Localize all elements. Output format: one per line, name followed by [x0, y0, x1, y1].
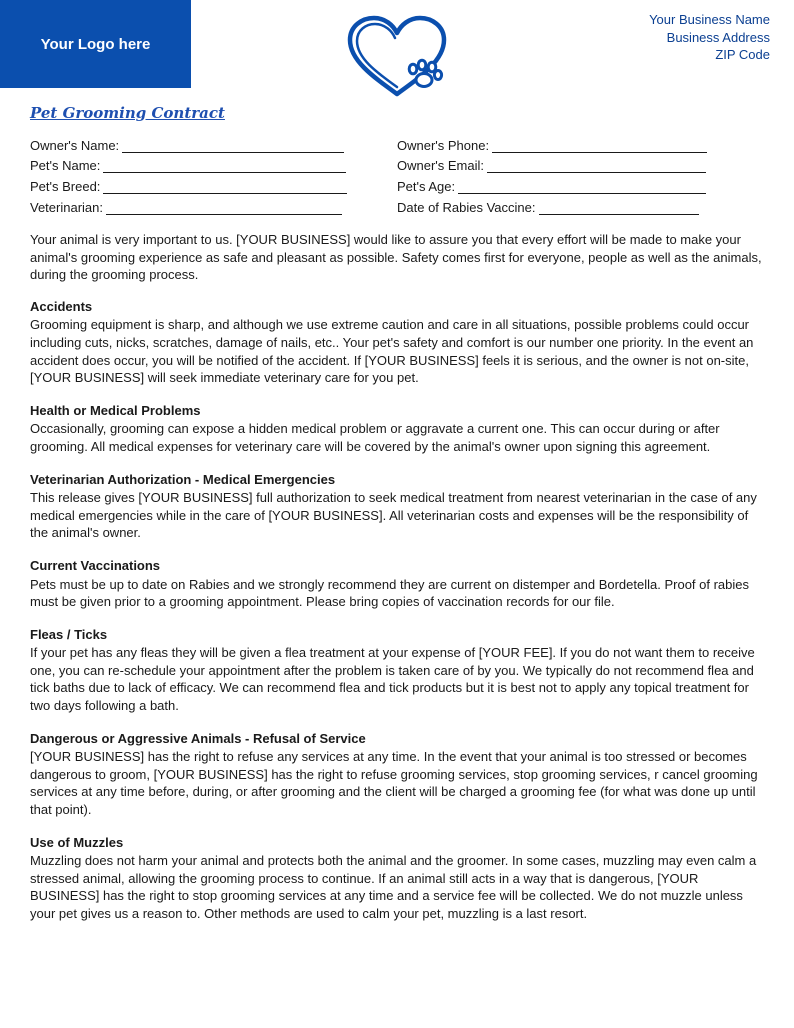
field-label: Owner's Phone: [397, 137, 490, 153]
section-heading: Veterinarian Authorization - Medical Emergencies [30, 471, 336, 487]
fields-right [397, 132, 707, 215]
blank-line[interactable] [103, 158, 346, 173]
owner-email-field[interactable] [397, 153, 707, 174]
veterinarian-field[interactable] [30, 194, 347, 215]
rabies-vaccine-date-field[interactable] [397, 194, 707, 215]
section-body: [YOUR BUSINESS] has the right to refuse any services at any time. In the event that your animal is too stressed or becomes dangerous to groom, [YOUR BUSINESS] has the right to refuse grooming services, stop grooming services, r cancel grooming services at any time before, during, or after grooming and the client will be charged a grooming fee (for what was done up until that point). [30, 749, 758, 818]
pet-breed-field[interactable] [30, 173, 347, 194]
contract-body [30, 231, 766, 938]
section-heading: Fleas / Ticks [30, 626, 108, 642]
section-heading: Current Vaccinations [30, 557, 161, 573]
business-name: Your Business Name [649, 12, 770, 27]
section-heading: Accidents [30, 298, 93, 314]
section-heading: Use of Muzzles [30, 834, 124, 850]
blank-line[interactable] [539, 200, 699, 215]
owner-phone-field[interactable] [397, 132, 707, 153]
field-label: Date of Rabies Vaccine: [397, 199, 536, 215]
section-aggressive-animals [30, 730, 766, 819]
field-label: Pet's Breed: [30, 179, 101, 195]
owner-name-field[interactable] [30, 132, 347, 153]
section-body: Grooming equipment is sharp, and although we use extreme caution and care in all situations, possible problems could occur including cuts, nicks, scratches, damage of nails, etc.. Your pet's safety and comfort is our number one priority. In the event an accident does occur, you will be notified of the accident. If [YOUR BUSINESS] feels it is serious, and the owner is not on-site, [YOUR BUSINESS] will seek immediate veterinary care for you pet. [30, 317, 754, 386]
section-heading: Dangerous or Aggressive Animals - Refusal of Service [30, 730, 366, 746]
logo-text: Your Logo here [40, 35, 151, 53]
field-label: Veterinarian: [30, 199, 103, 215]
blank-line[interactable] [487, 158, 706, 173]
pet-age-field[interactable] [397, 173, 707, 194]
section-fleas-ticks [30, 626, 766, 715]
intro-paragraph: Your animal is very important to us. [YOUR BUSINESS] would like to assure you that every effort will be made to make your animal's grooming experience as safe and pleasant as possible. Safety comes first for everyone, people as well as the animals, during the grooming process. [30, 232, 762, 283]
section-vet-authorization [30, 471, 766, 542]
section-health-medical [30, 402, 766, 456]
section-body: Pets must be up to date on Rabies and we strongly recommend they are current on distemper and Bordetella. Proof of rabies must be given prior to a grooming appointment. Please bring copies of vaccination records for our file. [30, 576, 750, 610]
heart-paw-icon [344, 14, 450, 100]
business-address: Business Address [666, 29, 770, 45]
section-heading: Health or Medical Problems [30, 402, 201, 418]
blank-line[interactable] [106, 200, 342, 215]
section-body: Muzzling does not harm your animal and protects both the animal and the groomer. In some cases, muzzling may even calm a stressed animal, allowing the grooming process to continue. If an animal still acts in a way that is dangerous, [YOUR BUSINESS] has the right to stop grooming services at any time and a service fee will be collected. We do not muzzle unless your pet gives us a reason to. Other methods are used to calm your pet, muzzling is a last resort. [30, 853, 757, 921]
section-body: Occasionally, grooming can expose a hidden medical problem or aggravate a current one. This can occur during or after grooming. All medical expenses for veterinary care will be covered by the animal's owner upon signing this agreement. [30, 421, 720, 454]
blank-line[interactable] [492, 138, 707, 153]
field-label: Owner's Name: [30, 137, 120, 153]
section-muzzles [30, 834, 766, 923]
field-label: Pet's Name: [30, 158, 101, 174]
blank-line[interactable] [103, 179, 347, 194]
field-label: Pet's Age: [397, 179, 456, 195]
field-label: Owner's Email: [397, 158, 485, 174]
section-accidents [30, 298, 766, 387]
page-title: Pet Grooming Contract [30, 104, 225, 122]
blank-line[interactable] [122, 138, 344, 153]
logo-placeholder [0, 0, 191, 88]
section-body: This release gives [YOUR BUSINESS] full authorization to seek medical treatment from nearest veterinarian in the case of any medical emergencies while in the care of [YOUR BUSINESS]. All veterinarian costs and expenses will be the responsibility of the animal's owner. [30, 490, 757, 541]
zip-code: ZIP Code [715, 47, 770, 62]
business-info [649, 11, 770, 64]
section-vaccinations [30, 557, 766, 611]
pet-name-field[interactable] [30, 153, 347, 174]
section-body: If your pet has any fleas they will be given a flea treatment at your expense of [YOUR FEE]. If you do not want them to receive one, you can re-schedule your appointment after the problem is taken care of by you. We typically do not recommend flea and tick baths due to lack of efficacy. We can recommend flea and tick products but it is best not to apply any topical treatment for two days following a bath. [30, 645, 755, 714]
fields-left [30, 132, 347, 215]
blank-line[interactable] [458, 179, 706, 194]
